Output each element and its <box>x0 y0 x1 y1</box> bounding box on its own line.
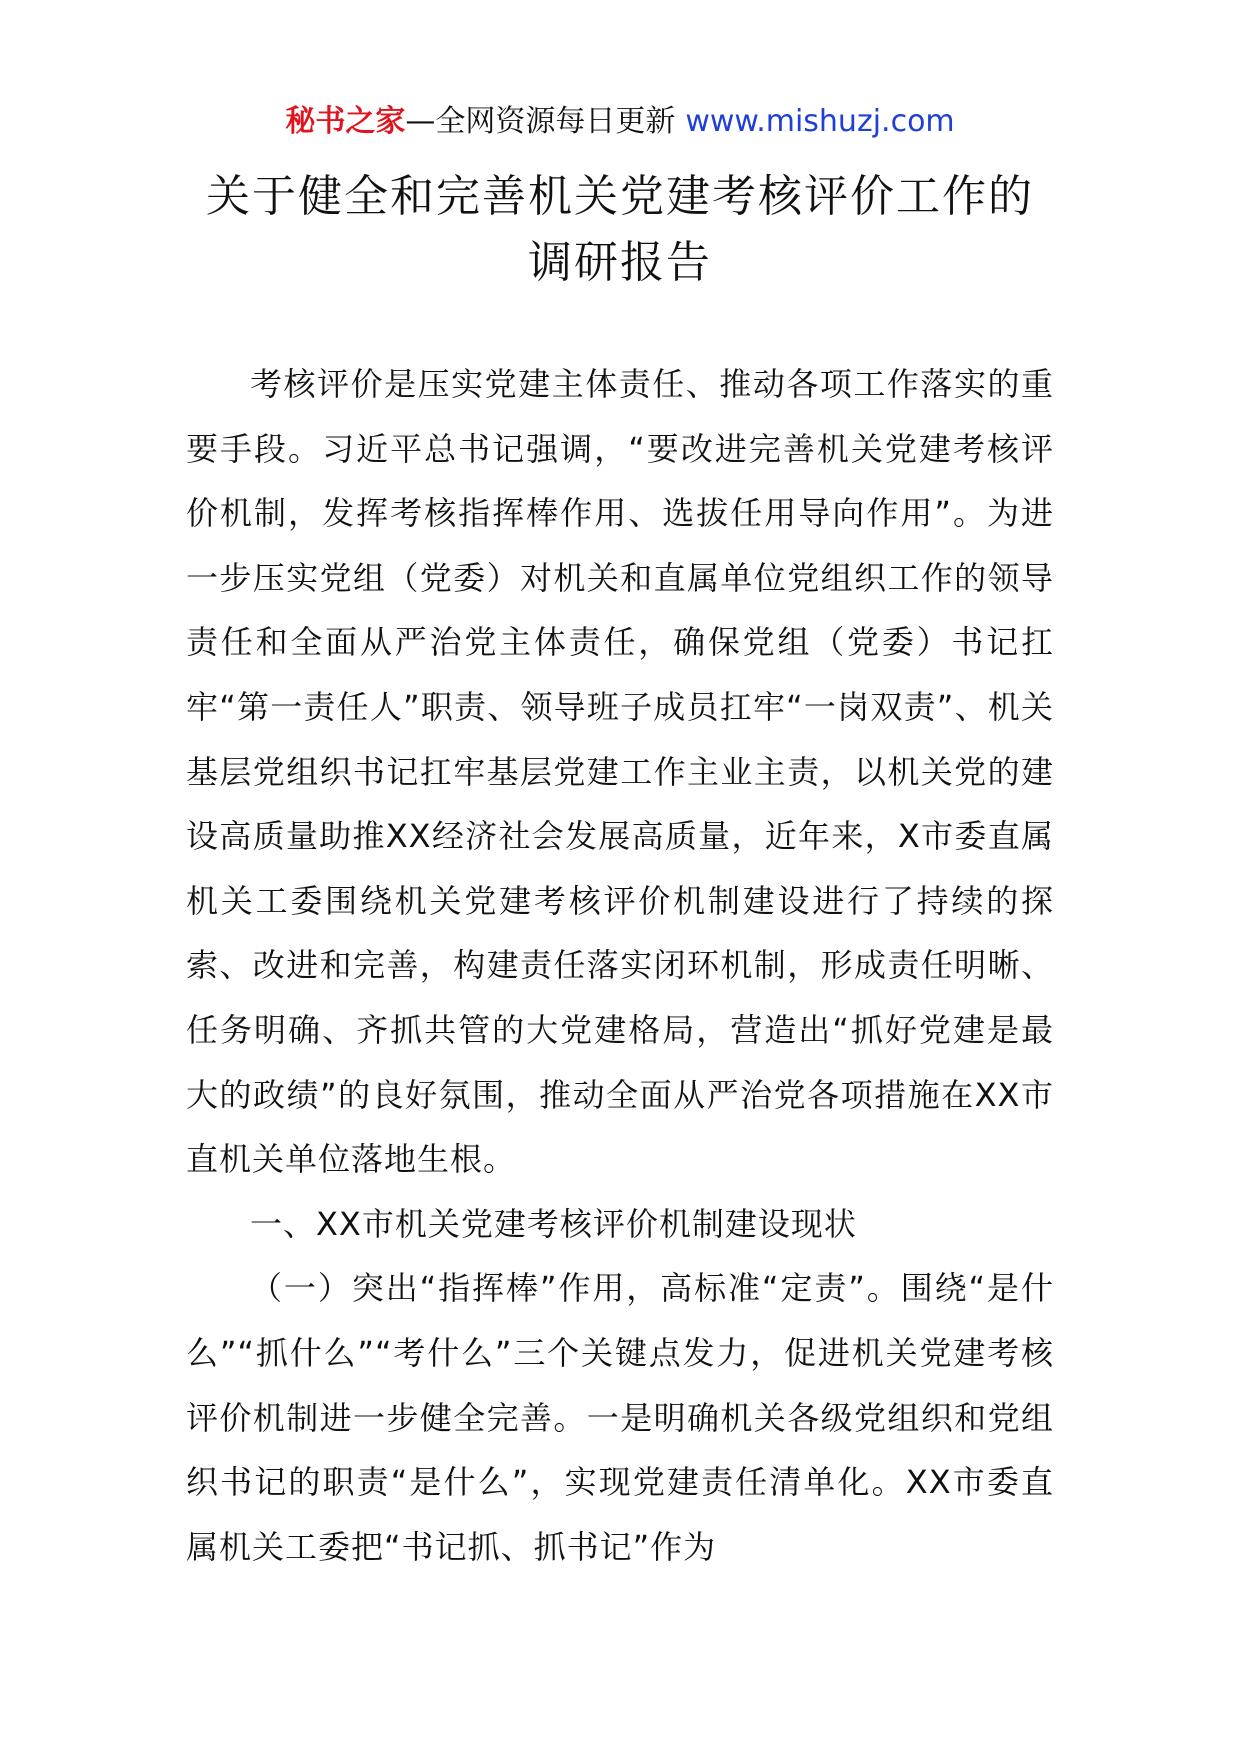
section-heading-1: 一、XX市机关党建考核评价机制建设现状 <box>250 1204 857 1243</box>
title-line-2: 调研报告 <box>528 237 712 288</box>
document-title <box>0 164 1240 296</box>
site-url-link[interactable]: www.mishuzj.com <box>685 104 955 139</box>
site-brand: 秘书之家 <box>285 104 406 139</box>
title-line-1: 关于健全和完善机关党建考核评价工作的 <box>206 171 1034 222</box>
document-body <box>186 352 1054 1579</box>
paragraph-intro: 考核评价是压实党建主体责任、推动各项工作落实的重要手段。习近平总书记强调，“要改进完善机关党建考核评价机制，发挥考核指挥棒作用、选拔任用导向作用”。为进一步压实党组（党委）对机关和直属单位党组织工作的领导责任和全面从严治党主体责任，确保党组（党委）书记扛牢“第一责任人”职责、领导班子成员扛牢“一岗双责”、机关基层党组织书记扛牢基层党建工作主业主责，以机关党的建设高质量助推XX经济社会发展高质量，近年来，X市委直属机关工委围绕机关党建考核评价机制建设进行了持续的探索、改进和完善，构建责任落实闭环机制，形成责任明晰、任务明确、齐抓共管的大党建格局，营造出“抓好党建是最大的政绩”的良好氛围，推动全面从严治党各项措施在XX市直机关单位落地生根。 <box>186 365 1054 1179</box>
site-tagline: —全网资源每日更新 <box>405 104 676 139</box>
site-header <box>0 102 1240 142</box>
paragraph-subsection-1: （一）突出“指挥棒”作用，高标准“定责”。围绕“是什么”“抓什么”“考什么”三个关键点发力，促进机关党建考核评价机制进一步健全完善。一是明确机关各级党组织和党组织书记的职责“是什么”，实现党建责任清单化。XX市委直属机关工委把“书记抓、抓书记”作为 <box>186 1269 1054 1566</box>
